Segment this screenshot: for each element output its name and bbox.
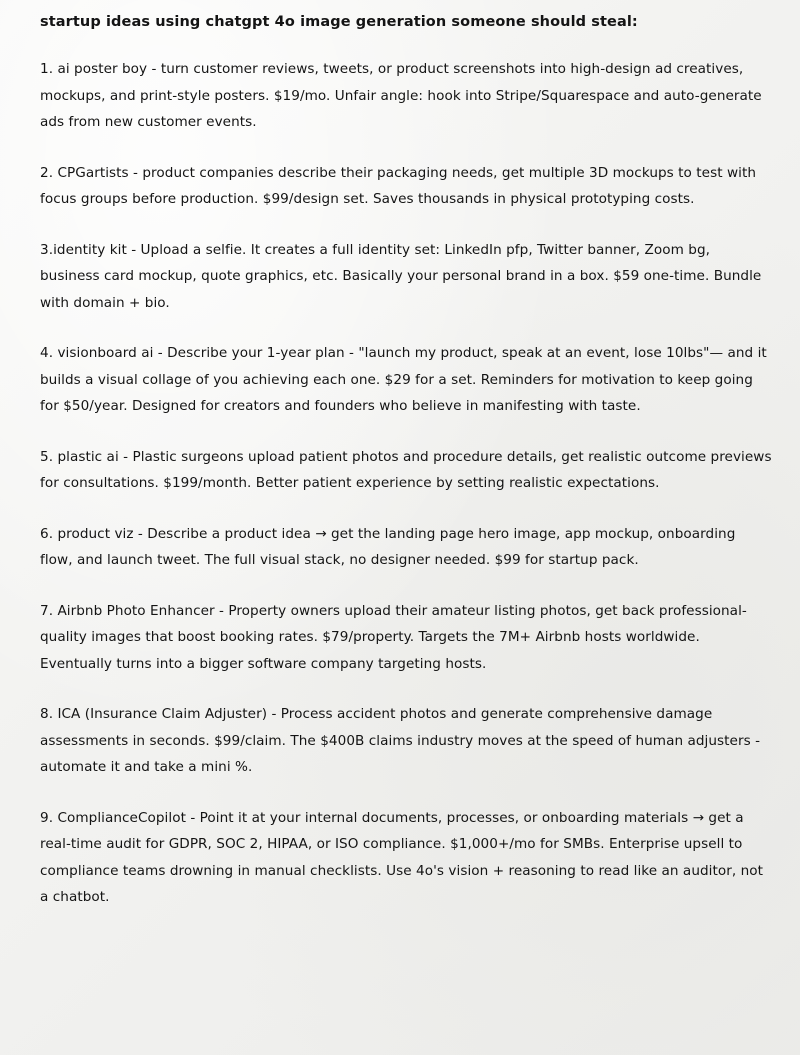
idea-6: 6. product viz - Describe a product idea → get the landing page hero image, app mockup, onboarding flow, and launch tweet. The full visual stack, no designer needed. $99 for startup pack. [40,525,736,568]
ideas-list [40,56,772,911]
idea-4: 4. visionboard ai - Describe your 1-year plan - "launch my product, speak at an event, lose 10lbs"— and it builds a visual collage of you achieving each one. $29 for a set. Reminders for motivation to keep going for $50/year. Designed for creators and founders who believe in manifesting with taste. [40,345,767,414]
idea-8: 8. ICA (Insurance Claim Adjuster) - Process accident photos and generate comprehensive damage assessments in seconds. $99/claim. The $400B claims industry moves at the speed of human adjusters - automate it and take a mini %. [40,706,761,775]
idea-5: 5. plastic ai - Plastic surgeons upload patient photos and procedure details, get realistic outcome previews for consultations. $199/month. Better patient experience by setting realistic expectations. [40,448,772,491]
idea-7: 7. Airbnb Photo Enhancer - Property owners upload their amateur listing photos, get back professional-quality images that boost booking rates. $79/property. Targets the 7M+ Airbnb hosts worldwide. Eventually turns into a bigger software company targeting hosts. [40,602,747,672]
page-title: startup ideas using chatgpt 4o image generation someone should steal: [40,14,638,30]
idea-9: 9. ComplianceCopilot - Point it at your internal documents, processes, or onboarding materials → get a real-time audit for GDPR, SOC 2, HIPAA, or ISO compliance. $1,000+/mo for SMBs. Enterprise upsell to compliance teams drowning in manual checklists. Use 4o's vision + reasoning to read like an auditor, not a chatbot. [40,809,764,905]
idea-2: 2. CPGartists - product companies describe their packaging needs, get multiple 3D mockups to test with focus groups before production. $99/design set. Saves thousands in physical prototyping costs. [40,164,757,207]
idea-3: 3.identity kit - Upload a selfie. It creates a full identity set: LinkedIn pfp, Twitter banner, Zoom bg, business card mockup, quote graphics, etc. Basically your personal brand in a box. $59 one-time. Bundle with domain + bio. [40,241,762,311]
idea-1: 1. ai poster boy - turn customer reviews, tweets, or product screenshots into high-design ad creatives, mockups, and print-style posters. $19/mo. Unfair angle: hook into Stripe/Squarespace and auto-generate ads from new customer events. [40,61,762,130]
